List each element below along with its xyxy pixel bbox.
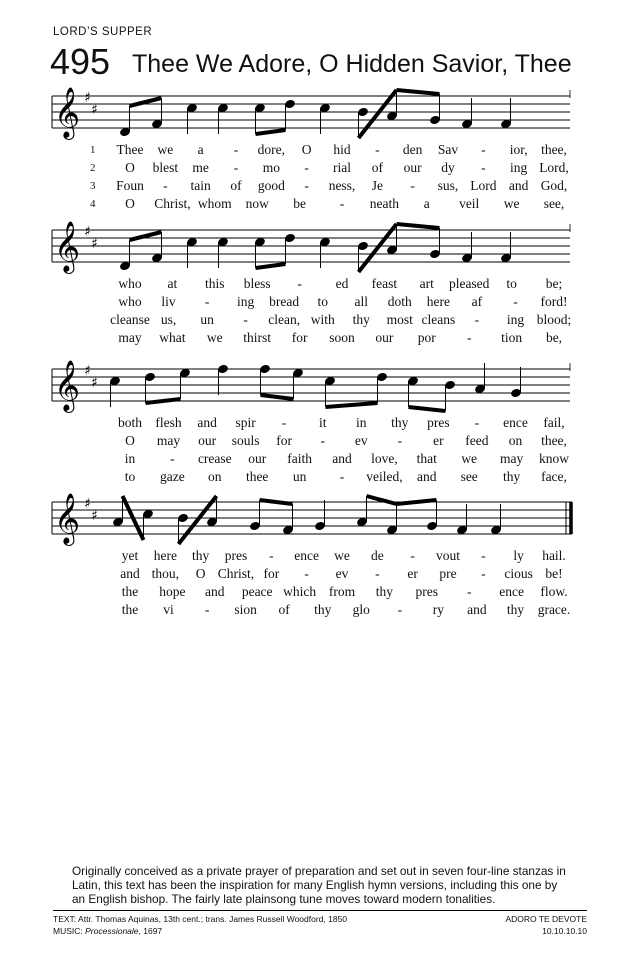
lyric-syllable: thy [375,584,394,599]
lyric-syllable: of [278,602,290,617]
lyric-syllable: hope [159,584,186,599]
sharp-icon: ♯ [91,375,98,391]
lyric-syllable: un [292,469,307,484]
lyric-syllable: hail. [542,548,566,563]
note-beam [326,403,378,407]
lyric-syllable: - [410,548,415,563]
lyric-syllable: Sav [437,142,459,157]
lyric-syllable: Lord, [539,160,569,175]
lyric-syllable: - [304,566,309,581]
lyric-syllable: for [276,433,293,448]
lyric-line [40,451,600,469]
lyric-syllable: now [245,196,269,211]
lyric-syllable: it [318,415,327,430]
note-beam [256,130,286,134]
lyric-syllable: gaze [160,469,185,484]
sharp-icon: ♯ [84,90,91,106]
lyric-syllable: be! [545,566,563,581]
lyric-syllable: pres [224,548,248,563]
lyric-syllable: thirst [243,330,272,345]
lyric-syllable: blest [152,160,179,175]
lyric-syllable: - [297,276,302,291]
lyric-syllable: - [466,584,472,599]
note-beam [256,264,286,268]
lyric-syllable: thee [245,469,269,484]
lyric-syllable: af [471,294,483,309]
lyric-syllable: por [417,330,436,345]
lyric-syllable: feed [465,433,489,448]
lyric-syllable: pleased [448,276,490,291]
lyric-line [40,160,600,178]
lyric-syllable: ence [294,548,320,563]
lyric-syllable: and [120,566,140,581]
lyric-syllable: a [197,142,204,157]
lyric-syllable: the [121,584,139,599]
lyric-syllable: - [339,196,345,211]
lyric-syllable: this [205,276,225,291]
treble-clef-icon: 𝄞 [54,221,81,272]
lyric-syllable: Christ, [154,196,191,211]
lyric-syllable: the [121,602,139,617]
lyric-syllable: to [317,294,328,309]
lyric-syllable: thy [506,602,525,617]
music-credit [53,926,162,936]
lyric-syllable: yet [121,548,139,563]
lyric-syllable: ly [513,548,524,563]
lyric-syllable: sion [234,602,257,617]
lyric-syllable: of [230,178,242,193]
lyric-syllable: soon [329,330,355,345]
lyric-line [40,294,600,312]
lyric-syllable: O [125,160,135,175]
text-credit: TEXT: Attr. Thomas Aquinas, 13th cent.; trans. James Russell Woodford, 1850 [53,914,348,924]
lyric-syllable: O [125,433,135,448]
note-beam [397,224,440,228]
lyric-syllable: dore, [257,142,286,157]
lyric-syllable: what [159,330,186,345]
lyric-syllable: mo [262,160,280,175]
lyric-syllable: - [320,433,325,448]
lyric-syllable: ing [510,160,528,175]
lyric-syllable: on [208,469,222,484]
lyric-line [40,433,600,451]
sharp-icon: ♯ [84,496,91,512]
lyric-line [40,548,600,566]
lyric-syllable: O [301,142,312,157]
sharp-icon: ♯ [91,102,98,118]
lyric-syllable: Thee [116,142,144,157]
lyric-syllable: un [200,312,214,327]
lyric-syllable: be [293,196,306,211]
lyric-syllable: - [375,142,380,157]
lyric-syllable: den [402,142,423,157]
lyric-syllable: face, [541,469,567,484]
lyric-syllable: - [375,566,380,581]
note-beam [397,500,437,504]
music-credit-suffix: , 1697 [138,926,163,936]
lyric-line [40,276,600,294]
stanza-number: 2 [90,162,96,174]
lyric-syllable: be; [545,276,563,291]
lyric-syllable: tion [501,330,523,345]
lyric-syllable: - [304,160,309,175]
lyric-syllable: - [204,602,210,617]
lyric-syllable: we [461,451,478,466]
lyric-syllable: of [371,160,383,175]
lyric-syllable: in [124,451,136,466]
lyric-syllable: in [356,415,367,430]
note-beam [397,90,440,94]
note-beam [130,232,162,240]
music-credit-prefix: MUSIC: [53,926,86,936]
lyric-syllable: who [118,294,142,309]
lyric-syllable: souls [231,433,260,448]
lyric-syllable: blood; [536,312,572,327]
lyric-syllable: glo [352,602,370,617]
hymn-note: Originally conceived as a private prayer of preparation and set out in seven four-line stanzas in Latin, this text has been the inspiration for many English hymn versions, including this one by an English bishop. The fairly late plainsong tune moves toward modern tonalities. [72,864,566,906]
lyric-syllable: me [192,160,209,175]
lyric-syllable: we [157,142,174,157]
credits-divider [53,910,587,911]
lyric-syllable: may [118,330,142,345]
lyric-syllable: us, [160,312,177,327]
lyric-syllable: pres [427,415,450,430]
lyric-syllable: hid [333,142,351,157]
lyric-syllable: with [310,312,335,327]
lyric-syllable: O [195,566,206,581]
stanza-number: 4 [90,198,96,210]
lyric-syllable: bless [243,276,271,291]
lyric-syllable: here [426,294,450,309]
lyric-syllable: veiled, [366,469,403,484]
lyric-line [40,602,600,620]
lyric-syllable: pre [439,566,457,581]
lyric-syllable: may [156,433,181,448]
lyric-syllable: for [291,330,308,345]
lyric-syllable: and [508,178,529,193]
lyric-syllable: our [403,160,422,175]
lyric-syllable: rial [333,160,351,175]
lyric-syllable: liv [161,294,176,309]
lyric-syllable: know [539,451,569,466]
lyric-syllable: fail, [543,415,565,430]
lyric-syllable: vi [163,602,174,617]
lyric-line [40,584,600,602]
lyric-syllable: pres [415,584,439,599]
lyric-syllable: whom [197,196,232,211]
lyric-syllable: - [281,415,287,430]
sharp-icon: ♯ [84,363,91,379]
lyric-syllable: be, [545,330,563,345]
lyric-syllable: may [499,451,524,466]
sharp-icon: ♯ [91,508,98,524]
hymn-title: Thee We Adore, O Hidden Savior, Thee [132,50,572,78]
lyric-syllable: sus, [437,178,459,193]
lyric-syllable: see, [543,196,565,211]
lyric-syllable: ing [506,312,525,327]
lyric-syllable: Je [371,178,383,193]
lyric-syllable: thy [502,469,521,484]
treble-clef-icon: 𝄞 [54,87,81,138]
lyric-syllable: - [466,330,472,345]
lyric-line [40,312,600,330]
lyric-syllable: - [397,433,403,448]
lyric-syllable: cious [504,566,533,581]
lyric-syllable: - [481,566,486,581]
lyric-syllable: ev [335,566,349,581]
lyric-syllable: feast [371,276,398,291]
lyric-syllable: - [304,178,309,193]
treble-clef-icon: 𝄞 [54,493,81,544]
note-beam [260,500,293,504]
lyric-syllable: and [467,602,487,617]
lyric-syllable: thy [391,415,409,430]
lyric-syllable: de [370,548,384,563]
lyric-syllable: - [513,294,518,309]
lyric-syllable: tain [190,178,211,193]
lyric-syllable: most [386,312,413,327]
lyric-syllable: - [339,469,345,484]
lyric-syllable: - [233,142,239,157]
meter: 10.10.10.10 [542,926,587,936]
note-beam [367,496,397,504]
lyric-syllable: - [474,312,480,327]
lyric-syllable: ior, [509,142,528,157]
lyric-syllable: which [283,584,317,599]
lyric-syllable: ness, [328,178,356,193]
lyric-syllable: all [354,294,369,309]
lyric-syllable: - [269,548,274,563]
lyric-syllable: to [124,469,136,484]
lyric-syllable: - [481,548,486,563]
lyric-syllable: ev [354,433,368,448]
note-beam [130,98,162,106]
lyric-syllable: - [243,312,248,327]
lyric-syllable: - [474,415,480,430]
lyric-syllable: thee, [541,142,567,157]
lyric-syllable: thou, [151,566,180,581]
lyric-syllable: thy [314,602,332,617]
treble-clef-icon: 𝄞 [54,360,81,411]
lyric-syllable: er [407,566,418,581]
lyric-syllable: - [410,178,415,193]
lyric-syllable: for [263,566,280,581]
lyric-syllable: ry [432,602,444,617]
lyric-syllable: good [257,178,285,193]
lyric-syllable: crease [197,451,232,466]
hymn-number: 495 [50,41,111,82]
lyric-syllable: dy [441,160,455,175]
lyric-syllable: O [125,196,135,211]
lyric-syllable: both [117,415,143,430]
lyric-syllable: God, [540,178,568,193]
music-credit-source: Processionale [85,926,139,936]
lyric-syllable: from [328,584,356,599]
lyric-line [40,469,600,487]
note-beam [146,399,181,403]
lyric-syllable: flow. [540,584,568,599]
tune-name: ADORO TE DEVOTE [505,914,587,924]
lyric-syllable: ing [236,294,255,309]
lyric-syllable: thee, [541,433,567,448]
lyric-syllable: on [508,433,523,448]
section-label: LORD’S SUPPER [53,26,153,38]
lyric-line [40,566,600,584]
lyric-syllable: clean, [268,312,301,327]
lyric-syllable: spir [235,415,256,430]
lyric-syllable: that [416,451,437,466]
lyric-syllable: we [503,196,520,211]
lyric-syllable: and [197,415,217,430]
lyric-syllable: er [433,433,444,448]
lyric-syllable: - [397,602,403,617]
lyric-syllable: our [375,330,394,345]
lyric-syllable: at [167,276,178,291]
lyric-syllable: we [206,330,223,345]
lyric-syllable: Christ, [217,566,255,581]
lyric-syllable: cleanse [110,312,150,327]
note-beam [409,407,446,411]
note-beam [261,395,294,399]
lyric-syllable: doth [387,294,412,309]
sharp-icon: ♯ [91,236,98,252]
lyric-syllable: and [332,451,352,466]
lyric-line [40,330,600,348]
lyric-syllable: flesh [155,415,182,430]
lyric-line [40,415,600,433]
lyric-syllable: thy [192,548,210,563]
lyric-syllable: bread [269,294,300,309]
sharp-icon: ♯ [84,224,91,240]
lyric-syllable: grace. [537,602,571,617]
lyric-syllable: faith [287,451,312,466]
lyric-syllable: art [419,276,434,291]
lyric-syllable: ence [499,584,524,599]
lyric-syllable: see [460,469,478,484]
lyric-line [40,178,600,196]
lyric-syllable: - [170,451,175,466]
lyric-syllable: love, [371,451,398,466]
lyric-syllable: who [118,276,142,291]
lyric-syllable: we [334,548,350,563]
lyric-syllable: and [417,469,437,484]
lyric-syllable: - [481,160,486,175]
lyric-syllable: Lord [470,178,497,193]
lyric-syllable: peace [241,584,273,599]
lyric-syllable: to [506,276,517,291]
lyric-syllable: here [153,548,177,563]
lyric-syllable: - [233,160,239,175]
lyric-syllable: and [205,584,225,599]
lyric-syllable: ford! [540,294,568,309]
lyric-line [40,142,600,160]
lyric-syllable: - [163,178,168,193]
stanza-number: 1 [90,144,96,156]
lyric-syllable: neath [369,196,400,211]
lyric-syllable: thy [352,312,370,327]
lyric-syllable: a [423,196,430,211]
lyric-syllable: veil [459,196,480,211]
lyric-syllable: our [248,451,267,466]
lyric-syllable: ed [335,276,349,291]
lyric-syllable: - [481,142,486,157]
lyric-syllable: ence [503,415,528,430]
lyric-syllable: Foun [116,178,144,193]
lyric-syllable: our [198,433,217,448]
lyric-line [40,196,600,214]
lyric-syllable: - [204,294,210,309]
lyric-syllable: vout [435,548,461,563]
stanza-number: 3 [90,180,96,192]
lyric-syllable: cleans [421,312,456,327]
